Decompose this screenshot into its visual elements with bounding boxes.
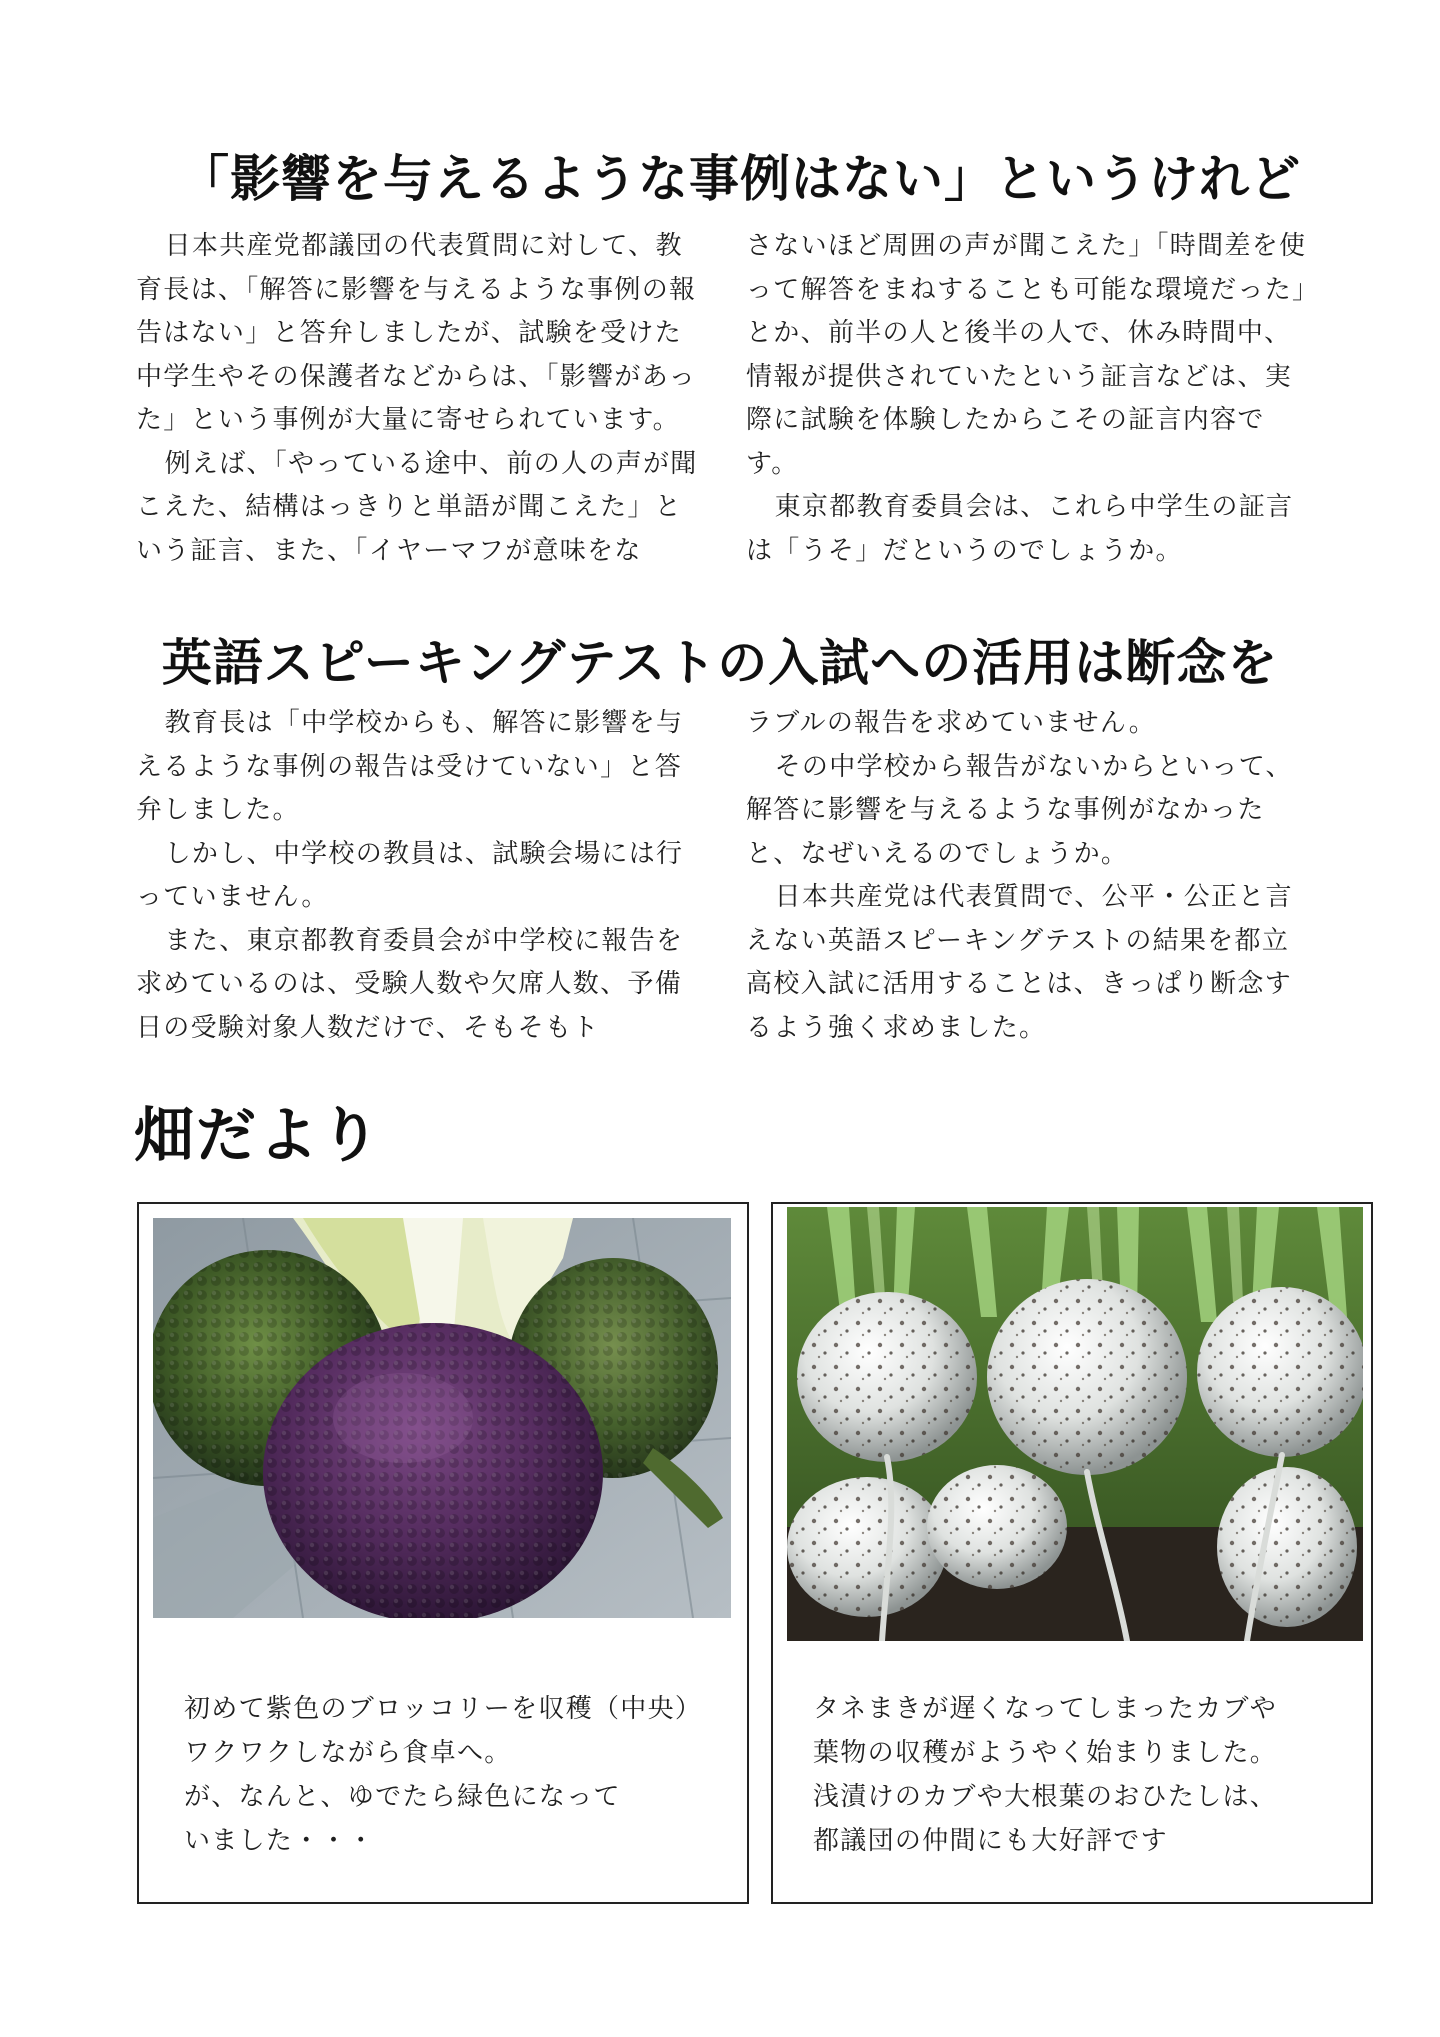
caption-line: 初めて紫色のブロッコリーを収穫（中央） bbox=[184, 1694, 703, 1724]
caption-line: ワクワクしながら食卓へ。 bbox=[184, 1738, 512, 1768]
caption-line: 浅漬けのカブや大根葉のおひたしは、 bbox=[813, 1782, 1278, 1812]
paragraph-continued: さないほど周囲の声が聞こえた」「時間差を使って解答をまねすることも可能な環境だった」とか、前半の人と後半の人で、休み時間中、情報が提供されていたという証言などは、実際に試験を体験したからこその証言内容です。 bbox=[746, 231, 1307, 479]
paragraph: しかし、中学校の教員は、試験会場には行っていません。 bbox=[136, 838, 684, 912]
broccoli-card bbox=[137, 1202, 749, 1904]
paragraph: 日本共産党都議団の代表質問に対して、教育長は、「解答に影響を与えるような事例の報告はない」と答弁しましたが、試験を受けた中学生やその保護者などからは、「影響があった」という事例が大量に寄せられています。 bbox=[136, 231, 697, 435]
article2-right-column bbox=[746, 702, 1316, 1050]
caption-line: 葉物の収穫がようやく始まりました。 bbox=[813, 1738, 1278, 1768]
paragraph: 例えば、「やっている途中、前の人の声が聞こえた、結構はっきりと単語が聞こえた」という証言、また、「イヤーマフが意味をな bbox=[136, 448, 698, 566]
article1-heading: 「影響を与えるような事例はない」というけれど bbox=[179, 150, 1301, 208]
paragraph: また、東京都教育委員会が中学校に報告を求めているのは、受験人数や欠席人数、予備日の受験対象人数だけで、そもそもト bbox=[136, 925, 684, 1043]
caption-line: タネまきが遅くなってしまったカブや bbox=[813, 1694, 1278, 1724]
caption-line: が、なんと、ゆでたら緑色になって bbox=[184, 1782, 621, 1812]
farm-news-heading: 畑だより bbox=[134, 1101, 382, 1171]
paragraph: 日本共産党は代表質問で、公平・公正と言えない英語スピーキングテストの結果を都立高校入試に活用することは、きっぱり断念するよう強く求めました。 bbox=[746, 882, 1293, 1043]
article1-right-column bbox=[746, 225, 1316, 573]
article2-left-column bbox=[136, 702, 706, 1050]
turnip-caption bbox=[813, 1687, 1277, 1863]
paragraph-continued: ラブルの報告を求めていません。 bbox=[746, 708, 1157, 738]
turnip-photo bbox=[787, 1207, 1363, 1641]
turnip-card bbox=[771, 1202, 1373, 1904]
paragraph: 東京都教育委員会は、これら中学生の証言は「うそ」だというのでしょうか。 bbox=[746, 492, 1294, 566]
paragraph: その中学校から報告がないからといって、解答に影響を与えるような事例がなかったと、なぜいえるのでしょうか。 bbox=[746, 751, 1293, 869]
article1-left-column bbox=[136, 225, 706, 573]
broccoli-caption bbox=[184, 1687, 702, 1863]
caption-line: いました・・・ bbox=[184, 1826, 376, 1856]
paragraph: 教育長は「中学校からも、解答に影響を与えるような事例の報告は受けていない」と答弁しました。 bbox=[136, 708, 684, 825]
article2-heading: 英語スピーキングテストの入試への活用は断念を bbox=[161, 634, 1279, 692]
caption-line: 都議団の仲間にも大好評です bbox=[813, 1826, 1168, 1856]
broccoli-photo bbox=[153, 1218, 731, 1618]
